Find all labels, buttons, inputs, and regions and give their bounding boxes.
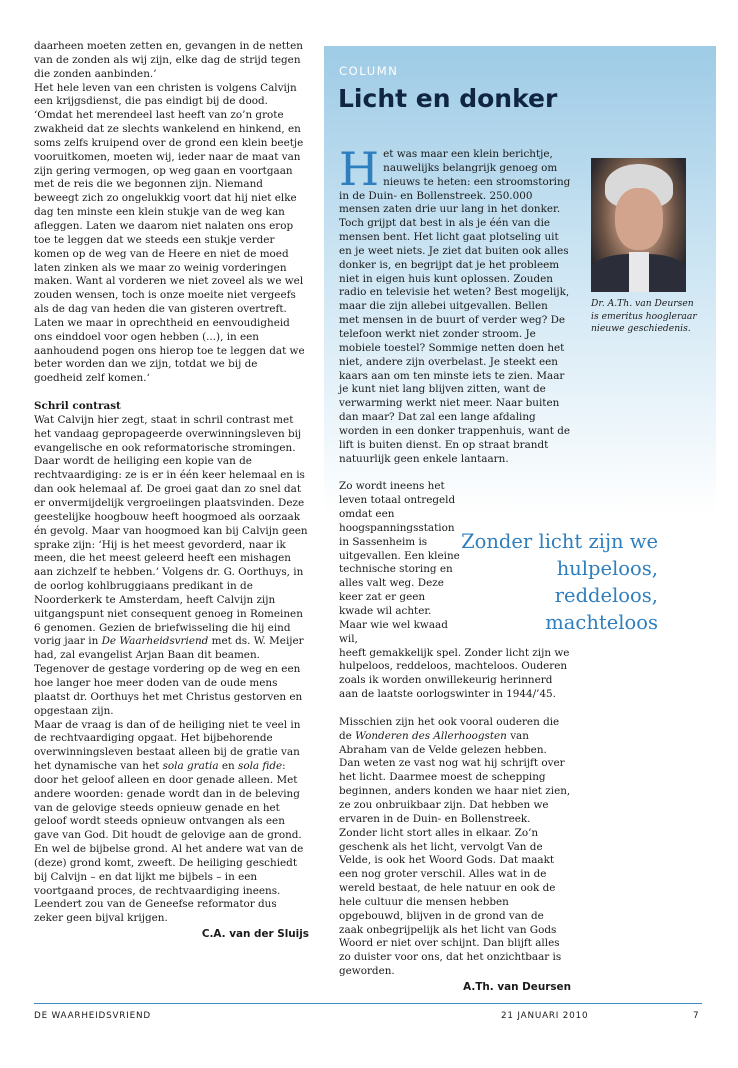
author-photo xyxy=(591,158,686,292)
author-photo-face xyxy=(615,188,663,250)
paragraph: daarheen moeten zetten en, gevangen in de netten van de zonden als wij zijn, elke dag de strijd tegen die zonden aanbinden.’ xyxy=(34,40,303,80)
left-article-column xyxy=(34,40,309,942)
footer-rule xyxy=(34,1003,702,1004)
paragraph: Het hele leven van een christen is volgens Calvijn een krijgsdienst, die pas eindigt bij de dood. ‘Omdat het merendeel last heeft van zo’n grote zwakheid dat ze slechts wankelend en hinkend, en soms zelfs kruipend over de grond een klein beetje vooruitkomen, moeten wij, ieder naar de maat van zijn gering vermogen, op weg gaan en voortgaan met de reis die we begonnen zijn. Niemand beweegt zich zo ongelukkig voort dat hij niet elke dag ten minste een klein stukje van de weg kan afleggen. Laten we daarom niet nalaten ons erop toe te leggen dat we steeds een stukje verder komen op de weg van de Heere en niet de moed laten zinken als we maar zo weinig vorderingen maken. Want al vorderen we niet zoveel als we wel zouden wensen, toch is onze moeite niet vergeefs als de dag van heden die van gisteren overtreft. Laten we maar in oprechtheid en eenvoudigheid ons einddoel voor ogen hebben (...), in een aanhoudend pogen ons hierop toe te leggen dat we beter worden dan we zijn, totdat we bij de goedheid zelf komen.‘ xyxy=(34,81,305,385)
paragraph: heeft gemakkelijk spel. Zonder licht zijn we hulpeloos, reddeloos, machteloos. Ouderen zoals ik worden onwillekeurig herinnerd aan de laatste oorlogswinter in 1944/’45. xyxy=(339,646,570,701)
footer-publication: DE WAARHEIDSVRIEND xyxy=(34,1011,151,1021)
paragraph: Het was maar een klein berichtje, nauwelijks belangrijk genoeg om nieuws te heten: een stroomstoring in de Duin- en Bollenstreek. 250.000 mensen zaten drie uur lang in het donker. Toch grijpt dat best in als je één van die mensen bent. Het licht gaat plotseling uit en je weet niets. Je ziet dat buiten ook alles donker is, en begrijpt dat je het probleem niet in eigen huis kunt oplossen. Zouden radio en televisie het weten? Best mogelijk, maar die zijn allebei uitgevallen. Bellen met mensen in de buurt of verder weg? De telefoon werkt niet zonder stroom. Je mobiele toestel? Sommige netten doen het niet, andere zijn overbelast. Je steekt een kaars aan om ten minste iets te zien. Maar je kunt niet lang blijven zitten, want de verwarming werkt niet meer. Naar buiten dan maar? Dat zal een lange afdaling worden in een donker trappenhuis, want de lift is buiten dienst. En op straat brandt natuurlijk geen enkele lantaarn. xyxy=(339,142,571,465)
author-signature: C.A. van der Sluijs xyxy=(201,928,309,941)
pull-quote: Zonder licht zijn we hulpeloos, reddeloos, machteloos xyxy=(461,530,658,634)
subheading: Schril contrast xyxy=(34,400,121,413)
section-kicker: COLUMN xyxy=(339,64,399,78)
column-title: Licht en donker xyxy=(338,84,558,113)
author-photo-shirt xyxy=(629,252,649,292)
page-number: 7 xyxy=(693,1011,700,1021)
paragraph: Zo wordt ineens het leven totaal ontregeld omdat een hoogspanningsstation in Sassenheim is uitgevallen. Een kleine technische storing en alles valt weg. Deze keer zat er geen kwade wil achter. Maar wie wel kwaad wil, xyxy=(339,480,460,645)
footer-date: 21 JANUARI 2010 xyxy=(501,1011,589,1021)
author-signature: A.Th. van Deursen xyxy=(463,980,571,993)
paragraph: Misschien zijn het ook vooral ouderen die de Wonderen des Allerhoogsten van Abraham van de Velde gelezen hebben. Dan weten ze vast nog wat hij schrijft over het licht. Daarmee moest de schepping beginnen, anders konden we haar niet zien, ze zou onbruikbaar zijn. Dat hebben we ervaren in de Duin- en Bollenstreek. Zonder licht stort alles in elkaar. Zo’n geschenk als het licht, vervolgt Van de Velde, is ook het Woord Gods. Dat maakt een nog groter verschil. Alles wat in de wereld bestaat, de hele natuur en ook de hele cultuur die mensen hebben opgebouwd, blijven in de grond van de zaak onbegrijpelijk als het licht van Gods Woord er niet over schijnt. Dan blijft alles zo duister voor ons, dat het onzichtbaar is geworden. xyxy=(339,715,571,978)
paragraph: Wat Calvijn hier zegt, staat in schril contrast met het vandaag gepropageerde overwinningsleven bij evangelische en ook reformatorische stromingen. Daar wordt de heiliging een kopie van de rechtvaardiging: ze is er in één keer helemaal en is dan ook helemaal af. De groei gaat dan zo snel dat er onvermijdelijk vergroeiingen plaatsvinden. Deze geestelijke hoogbouw heeft hoogmoed als oorzaak én gevolg. Maar van hoogmoed kan bij Calvijn geen sprake zijn: ‘Hij is het meest gevorderd, naar ik meen, die het meest geleerd heeft een mishagen aan zichzelf te hebben.’ Volgens dr. G. Oorthuys, in de oorlog kohlbruggiaans predikant in de Noorderkerk te Amsterdam, heeft Calvijn zijn uitgangspunt niet consequent genoeg in Romeinen 6 genomen. Gezien de briefwisseling die hij eind vorig jaar in De Waarheidsvriend met ds. W. Meijer had, zal evangelist Arjan Baan dit beamen. Tegenover de gestage vordering op de weg en een hoe langer hoe meer doden van de oude mens plaatst dr. Oorthuys het met Christus gestorven en opgestaan zijn. xyxy=(34,413,308,717)
photo-caption: Dr. A.Th. van Deursen is emeritus hoogleraar nieuwe geschiedenis. xyxy=(591,298,697,335)
paragraph: Maar de vraag is dan of de heiliging niet te veel in de rechtvaardiging opgaat. Het bijbehorende overwinningsleven bestaat alleen bij de gratie van het dynamische van het sola gratia en sola fide: door het geloof alleen en door genade alleen. Met andere woorden: genade wordt dan in de beleving van de gelovige steeds opnieuw genade en het geloof wordt steeds opnieuw ontvangen als een gave van God. Dit houdt de gelovige aan de grond. En wel de bijbelse grond. Al het andere wat van de (deze) grond komt, zweeft. De heiliging geschiedt bij Calvijn – en dat lijkt me bijbels – in een voortgaand proces, de rechtvaardiging ineens. Leendert zou van de Geneefse reformator dus zeker geen bijval krijgen. xyxy=(34,718,304,925)
drop-cap: H xyxy=(339,142,380,196)
